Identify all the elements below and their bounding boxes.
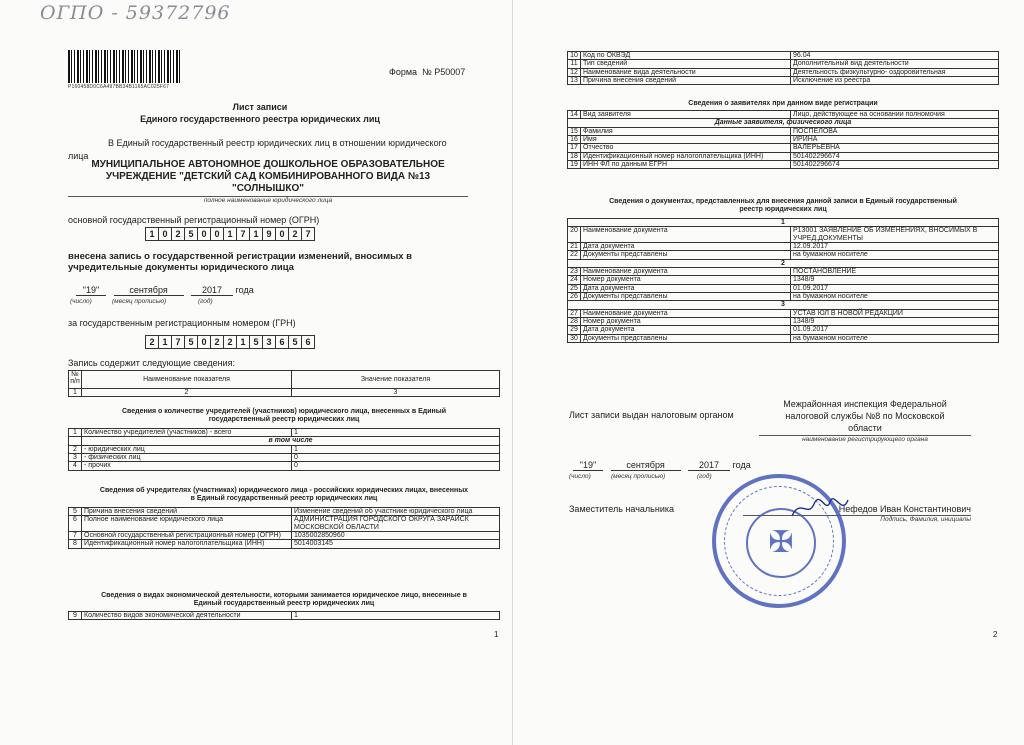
table-row: 10 Код по ОКВЭД 96.04	[568, 52, 999, 60]
table-row: 4 - прочих 0	[69, 462, 500, 470]
table-row: 23 Наименование документа ПОСТАНОВЛЕНИЕ	[568, 268, 999, 276]
intro-line-2: лица	[68, 151, 89, 161]
table-row: 29 Дата документа 01.09.2017	[568, 326, 999, 334]
applicant-head: Сведения о заявителях при данном виде регистрации	[688, 100, 878, 107]
section-founders-count-head: Сведения о количестве учредителей (участников) юридического лица, внесенных в Единый государственный реестр юридических лиц	[121, 408, 447, 424]
table-row: 16 Имя ИРИНА	[568, 136, 999, 144]
grn-cells	[145, 335, 315, 349]
ogrn-cells	[145, 227, 315, 241]
activity-details-table	[567, 51, 999, 85]
barcode	[68, 50, 180, 83]
title-line-2: Единого государственного реестра юридических лиц	[140, 114, 380, 124]
table-row: в том числе	[69, 437, 500, 445]
table-row: 28 Номер документа 1348/9	[568, 318, 999, 326]
grn-digit-cell: 1	[159, 336, 172, 349]
table-row: 30 Документы представлены на бумажном носителе	[568, 334, 999, 342]
table-row: 27 Наименование документа УСТАВ ЮЛ В НОВОЙ РЕДАКЦИИ	[568, 309, 999, 317]
grn-digit-cell: 6	[302, 336, 315, 349]
table-row: 14 Вид заявителя Лицо, действующее на основании полномочия	[568, 111, 999, 119]
page-number-2: 2	[993, 630, 998, 639]
grn-digit-cell: 2	[224, 336, 237, 349]
issue-date: "19" сентября 2017 года	[573, 460, 751, 471]
hdr-name: Наименование показателя	[82, 371, 292, 389]
section-activity-head: Сведения о видах экономической деятельности, которыми занимается юридическое лицо, внесенные в Единый государственный реестр юридических лиц	[101, 592, 467, 608]
table-row: 1 Количество учредителей (участников) - всего 1	[69, 429, 500, 437]
entry-text: внесена запись о государственной регистрации изменений, вносимых в учредительные документы юридического лица	[68, 251, 412, 273]
grn-digit-cell: 7	[172, 336, 185, 349]
grn-digit-cell: 0	[198, 336, 211, 349]
table-row: 17 Отчество ВАЛЕРЬЕВНА	[568, 144, 999, 152]
handwritten-number: ОГПО - 59372796	[40, 2, 231, 24]
table-row: 22 Документы представлены на бумажном носителе	[568, 251, 999, 259]
authority-name: Межрайонная инспекция Федеральной налоговой службы №8 по Московской области	[783, 399, 947, 433]
official-stamp	[712, 474, 846, 608]
table-row: 25 Дата документа 01.09.2017	[568, 284, 999, 292]
founders-table	[68, 507, 500, 549]
title-line-1: Лист записи	[232, 102, 288, 112]
record-date: "19" сентября 2017 года	[76, 285, 254, 296]
ogrn-digit-cell: 0	[198, 228, 211, 241]
grn-label: за государственным регистрационным номером (ГРН)	[68, 318, 296, 328]
ogrn-digit-cell: 7	[237, 228, 250, 241]
table-row: 12 Наименование вида деятельности Деятельность физкультурно- оздоровительная	[568, 68, 999, 76]
intro-line-1: В Единый государственный реестр юридических лиц в отношении юридического	[108, 138, 447, 148]
ogrn-digit-cell: 0	[211, 228, 224, 241]
contains-label: Запись содержит следующие сведения:	[68, 358, 235, 368]
page-2	[512, 0, 1024, 745]
applicant-table	[567, 110, 999, 169]
issued-label: Лист записи выдан налоговым органом	[569, 410, 734, 420]
authority-caption: наименование регистрирующего органа	[802, 436, 928, 443]
hdr-num: № п/п	[69, 371, 82, 389]
date-caption-day: (число)	[70, 298, 92, 305]
grn-digit-cell: 2	[211, 336, 224, 349]
grn-digit-cell: 2	[146, 336, 159, 349]
ogrn-digit-cell: 0	[276, 228, 289, 241]
table-row: 7 Основной государственный регистрационный номер (ОГРН) 1035002850960	[69, 532, 500, 540]
barcode-text: P160458D0C6A497BB34B1165AC025F67	[68, 84, 170, 90]
signer-name: Нефедов Иван Константинович	[838, 504, 971, 514]
group-row: Данные заявителя, физического лица	[568, 119, 999, 127]
group-row: 1	[568, 219, 999, 227]
table-row: 6 Полное наименование юридического лица АДМИНИСТРАЦИЯ ГОРОДСКОГО ОКРУГА ЗАРАЙСК МОСКОВСКОЙ ОБЛАСТИ	[69, 516, 500, 532]
ogrn-digit-cell: 1	[250, 228, 263, 241]
founders-count-table	[68, 428, 500, 471]
table-row: 24 Номер документа 1348/9	[568, 276, 999, 284]
table-row: 18 Идентификационный номер налогоплательщика (ИНН) 501402296674	[568, 152, 999, 160]
grn-digit-cell: 5	[250, 336, 263, 349]
signer-position: Заместитель начальника	[569, 504, 675, 514]
form-label: Форма № Р50007	[389, 67, 466, 77]
group-row: 3	[568, 301, 999, 309]
ogrn-digit-cell: 1	[224, 228, 237, 241]
table-row: 19 ИНН ФЛ по данным ЕГРН 501402296674	[568, 161, 999, 169]
group-row: 2	[568, 259, 999, 267]
table-row: 9 Количество видов экономической деятельности 1	[69, 612, 500, 620]
issue-date-caption-day: (число)	[569, 473, 591, 480]
header-table: № п/п Наименование показателя Значение показателя 1 2 3	[68, 370, 500, 397]
table-row: 26 Документы представлены на бумажном носителе	[568, 293, 999, 301]
date-caption-year: (год)	[198, 298, 213, 305]
page-number-1: 1	[494, 630, 499, 639]
ogrn-digit-cell: 1	[146, 228, 159, 241]
ogrn-digit-cell: 9	[263, 228, 276, 241]
table-row: 21 Дата документа 12.09.2017	[568, 243, 999, 251]
org-caption: полное наименование юридического лица	[203, 197, 333, 204]
section-founders-head: Сведения об учредителях (участниках) юридического лица - российских юридических лицах, внесенных в Единый государственный реестр юридических лиц	[99, 487, 469, 503]
table-row: 8 Идентификационный номер налогоплательщика (ИНН) 5014003145	[69, 540, 500, 548]
activity-table	[68, 611, 500, 620]
date-caption-month: (месяц прописью)	[112, 298, 167, 305]
hdr-value: Значение показателя	[292, 371, 500, 389]
grn-digit-cell: 5	[289, 336, 302, 349]
table-row: 3 - физических лиц 0	[69, 454, 500, 462]
ogrn-digit-cell: 0	[159, 228, 172, 241]
table-row: 2 - юридических лиц 1	[69, 445, 500, 453]
documents-table	[567, 218, 999, 343]
table-row: 15 Фамилия ПОСПЕЛОВА	[568, 127, 999, 135]
grn-digit-cell: 1	[237, 336, 250, 349]
signer-caption: Подпись, Фамилия, инициалы	[880, 516, 971, 523]
issue-date-caption-year: (год)	[697, 473, 712, 480]
table-row: 20 Наименование документа Р13001 ЗАЯВЛЕНИЕ ОБ ИЗМЕНЕНИЯХ, ВНОСИМЫХ В УЧРЕД.ДОКУМЕНТЫ	[568, 227, 999, 243]
issue-date-caption-month: (месяц прописью)	[611, 473, 666, 480]
russian-eagle-emblem-icon: ✠	[768, 526, 794, 559]
grn-digit-cell: 3	[263, 336, 276, 349]
org-name: МУНИЦИПАЛЬНОЕ АВТОНОМНОЕ ДОШКОЛЬНОЕ ОБРАЗОВАТЕЛЬНОЕ УЧРЕЖДЕНИЕ "ДЕТСКИЙ САД КОМБИНИРОВАННОГО ВИДА №13 "СОЛНЫШКО"	[91, 159, 445, 194]
table-row: 13 Причина внесения сведений Исключение из реестра	[568, 77, 999, 85]
ogrn-digit-cell: 7	[302, 228, 315, 241]
grn-digit-cell: 6	[276, 336, 289, 349]
ogrn-digit-cell: 2	[172, 228, 185, 241]
ogrn-digit-cell: 2	[289, 228, 302, 241]
documents-head: Сведения о документах, представленных для внесения данной записи в Единый государственный реестр юридических лиц	[609, 198, 957, 214]
table-row: 5 Причина внесения сведений Изменение сведений об участнике юридического лица	[69, 508, 500, 516]
ogrn-label: основной государственный регистрационный номер (ОГРН)	[68, 215, 320, 225]
ogrn-digit-cell: 5	[185, 228, 198, 241]
grn-digit-cell: 5	[185, 336, 198, 349]
handwritten-signature	[790, 496, 850, 520]
table-row: 11 Тип сведений Дополнительный вид деятельности	[568, 60, 999, 68]
